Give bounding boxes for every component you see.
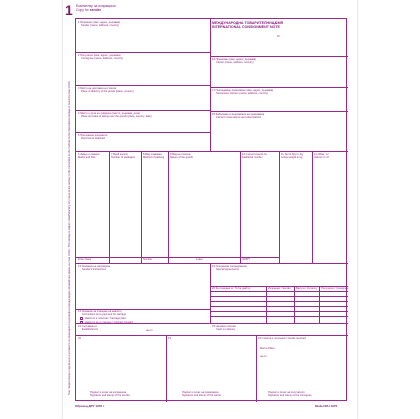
box18-label: 18 Забележки и възражения на превозвача Carrier's reservations and observations: [212, 113, 265, 119]
box7-label: 7 Брой колети Number of packages: [111, 153, 135, 159]
box12-label: 12 Обем, m³ Volume in m³: [314, 153, 330, 159]
box21-on: на on: [146, 329, 153, 332]
box9-label: 9 Вид на стоката Nature of the goods: [170, 153, 193, 159]
legal-side-text: [65, 40, 75, 400]
box24-signature: Подпис и печат на получателя Signature and stamp of the consignee: [268, 391, 312, 397]
box20-label: 20 За плащане от: To be paid by:: [212, 287, 252, 290]
box24-label: 24 Стоката е получена / Goods received: [258, 337, 306, 340]
cmr-mark: CMR: [275, 21, 284, 25]
copy-label-en: [76, 8, 116, 12]
box16-label: 16 Превозвач (име, адрес, държава) Carrier (name, address, country): [212, 58, 257, 64]
box10-label: 10 Статистически № Statistical number: [242, 153, 267, 159]
title-en: INTERNATIONAL CONSIGNMENT NOTE: [212, 25, 280, 30]
box20-sender: Изпращач / Sender: [268, 287, 291, 290]
footer-left: Образец ДРУ 1978 г.: [75, 404, 105, 408]
cmr-form: [75, 18, 347, 401]
box1-label: 1 Изпращач (име, адрес, държава) Sender (name, address, country): [78, 21, 121, 27]
box2-label: 2 Получател (име, адрес, държава) Consignee (name, address, country): [78, 54, 123, 60]
box13-label: 13 Указания на изпращача Sender's instructions: [78, 265, 111, 271]
box20-consignee: Получател / Consignee: [321, 287, 349, 290]
box19-label: 19 Специални споразумения Special agreements: [212, 265, 247, 271]
box24-on: на on: [260, 355, 267, 358]
box14-label: 14 Указания за плащане на навлото Instructions as to payment for carriage: [78, 310, 127, 316]
box6-label: 6 Знаци и номера Marks and Nos: [78, 153, 100, 159]
box3-label: 3 Място на доставка на стоката Place of delivery of the goods (place, country): [78, 87, 134, 93]
box15-label: 15 Наложен платеж Cash on delivery: [212, 325, 236, 331]
carriage-paid-label: Навлото е платено / Carriage paid: [85, 317, 126, 320]
copy-label: [76, 4, 116, 12]
copy-number: 1: [65, 2, 73, 18]
document-title: [212, 21, 280, 30]
box20-currency: Валута / Currency: [296, 287, 318, 290]
box21-label: 21 Съставено в Established in: [78, 325, 99, 331]
un-number: Number: [143, 258, 153, 261]
copy-sender-text: sender: [89, 8, 101, 12]
nr-label: Nr.: [277, 35, 281, 38]
box23-num: 23: [168, 337, 171, 340]
box24-place: Място Place: [260, 347, 275, 350]
box11-label: 11 Тегло бруто, kg Gross weight in kg: [281, 153, 303, 159]
copy-label-bg: Екземпляр за изпращача: [76, 4, 116, 8]
carriage-forward-label: Навлото не е платено / Carriage forward: [85, 321, 133, 324]
title-bg: МЕЖДУНАРОДНА ТОВАРИТЕЛНИЦА: [212, 21, 277, 25]
box23-label: Подпис и печат на превозвача Signature and stamp of the carrier: [182, 391, 222, 397]
box22-label: Подпис и печат на изпращача Signature and stamp of the sender: [90, 391, 130, 397]
copy-for-text: Copy for: [76, 8, 89, 12]
un-letter: Letter: [196, 258, 203, 261]
carriage-paid-checkbox[interactable]: [80, 317, 83, 320]
box5-label: 5 Приложени документи Documents attached: [78, 134, 108, 140]
box17-label: 17 Последващи превозвачи (име, адрес, държава) Successive carriers (name, address, country): [212, 89, 274, 95]
side-legal-line: Тази товарителница е подчинена на условията на Конвенцията за договора за международен автомобилен превоз на стоки (CMR) / This carriage is subject, notwithstanding any clause to the contrary, to the Convention on the Contract for the International Carriage of Goods by Road (CMR): [68, 80, 71, 395]
box8-label: 8 Вид опаковка Method of packing: [143, 153, 165, 159]
cmr-document-page: [63, 0, 357, 419]
box4-label: 4 Място и дата на товарене (място, държава, дата) Place and date of taking over the goods (place, country, date): [78, 112, 152, 118]
un-adr: (ADR*): [242, 258, 251, 261]
carriage-forward-checkbox[interactable]: [80, 321, 83, 324]
footer-right: Model IRU 1976: [315, 404, 338, 408]
un-class-row: Клас Class: [78, 258, 91, 261]
box22-num: 22: [78, 337, 81, 340]
